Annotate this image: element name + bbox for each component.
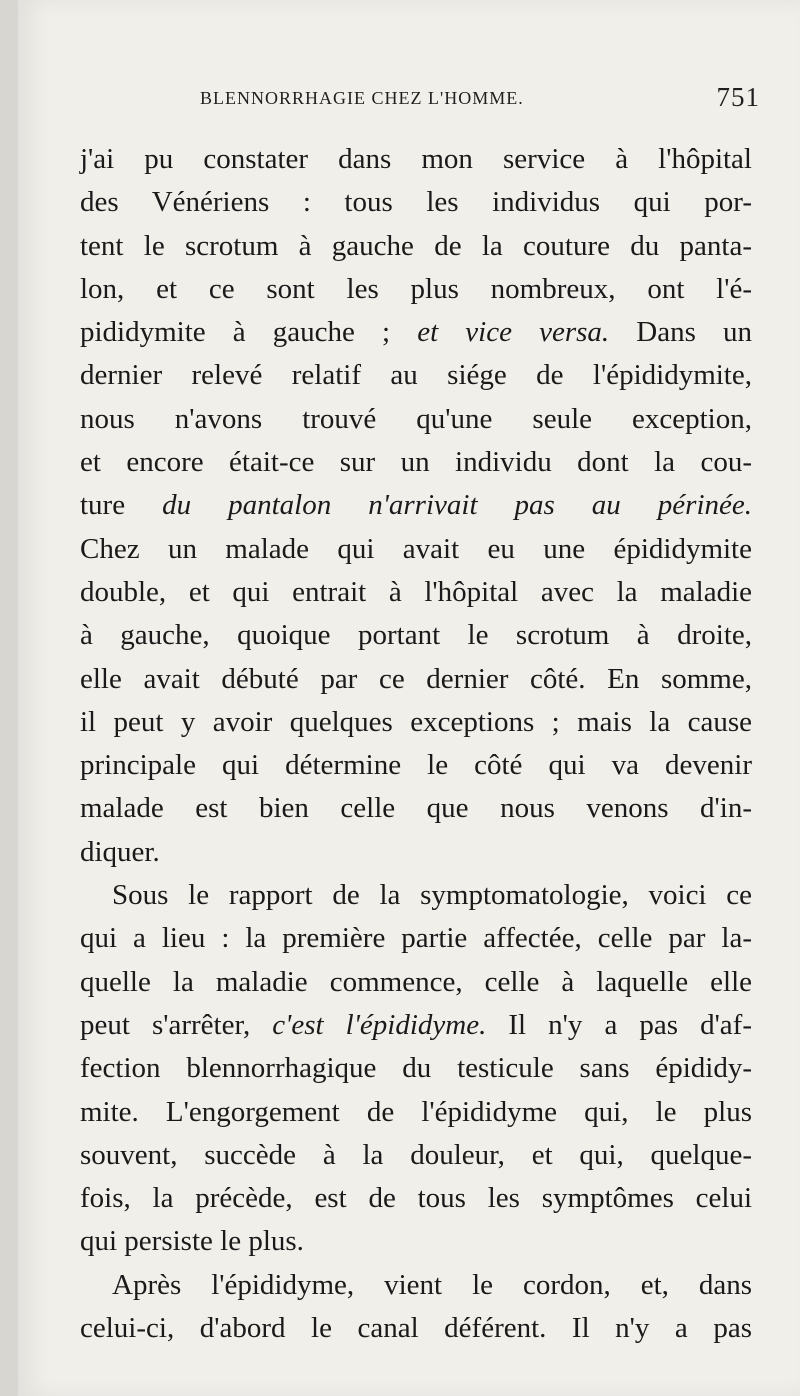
text-line: ture du pantalon n'arrivait pas au périnée. [80, 489, 752, 522]
italic-phrase: c'est l'épididyme. [272, 1008, 487, 1041]
text-line: quelle la maladie commence, celle à laquelle elle [80, 965, 752, 998]
text-line: celui-ci, d'abord le canal déférent. Il n'y a pas [80, 1312, 752, 1345]
page-header [200, 82, 760, 118]
text-line: Chez un malade qui avait eu une épididymite [80, 532, 752, 565]
text-line: diquer. [80, 835, 160, 868]
text-line: il peut y avoir quelques exceptions ; mais la cause [80, 705, 752, 738]
text-line: et encore était-ce sur un individu dont la cou- [80, 446, 752, 479]
text-line: lon, et ce sont les plus nombreux, ont l'é- [80, 272, 752, 305]
book-page [18, 0, 800, 1396]
page-number: 751 [716, 82, 760, 112]
text-line: des Vénériens : tous les individus qui por- [80, 186, 752, 219]
text-line: qui persiste le plus. [80, 1225, 304, 1258]
running-title: BLENNORRHAGIE CHEZ L'HOMME. [200, 88, 524, 108]
text-line: fection blennorrhagique du testicule sans épididy- [80, 1052, 752, 1085]
text-line: double, et qui entrait à l'hôpital avec la maladie [80, 575, 752, 608]
text-line: elle avait débuté par ce dernier côté. En somme, [80, 662, 752, 695]
text-line: malade est bien celle que nous venons d'in- [80, 792, 752, 825]
text-line: mite. L'engorgement de l'épididyme qui, le plus [80, 1095, 752, 1128]
text-line: qui a lieu : la première partie affectée, celle par la- [80, 922, 752, 955]
text-line: peut s'arrêter, c'est l'épididyme. Il n'y a pas d'af- [80, 1008, 752, 1041]
italic-phrase: et vice versa. [417, 316, 610, 349]
text-line: Après l'épididyme, vient le cordon, et, dans [112, 1268, 752, 1301]
text-line: dernier relevé relatif au siége de l'épididymite, [80, 359, 752, 392]
text-line: fois, la précède, est de tous les symptômes celui [80, 1182, 752, 1215]
text-line: tent le scrotum à gauche de la couture du panta- [80, 229, 752, 262]
text-line: souvent, succède à la douleur, et qui, quelque- [80, 1138, 752, 1171]
text-line: pididymite à gauche ; et vice versa. Dans un [80, 316, 752, 349]
text-line: nous n'avons trouvé qu'une seule exception, [80, 402, 752, 435]
text-line: Sous le rapport de la symptomatologie, voici ce [112, 879, 752, 912]
text-line: j'ai pu constater dans mon service à l'hôpital [80, 143, 752, 175]
text-line: principale qui détermine le côté qui va devenir [80, 749, 752, 782]
italic-phrase: du pantalon n'arrivait pas au périnée. [162, 489, 752, 522]
text-line: à gauche, quoique portant le scrotum à droite, [80, 619, 752, 652]
body-text [80, 138, 752, 1350]
